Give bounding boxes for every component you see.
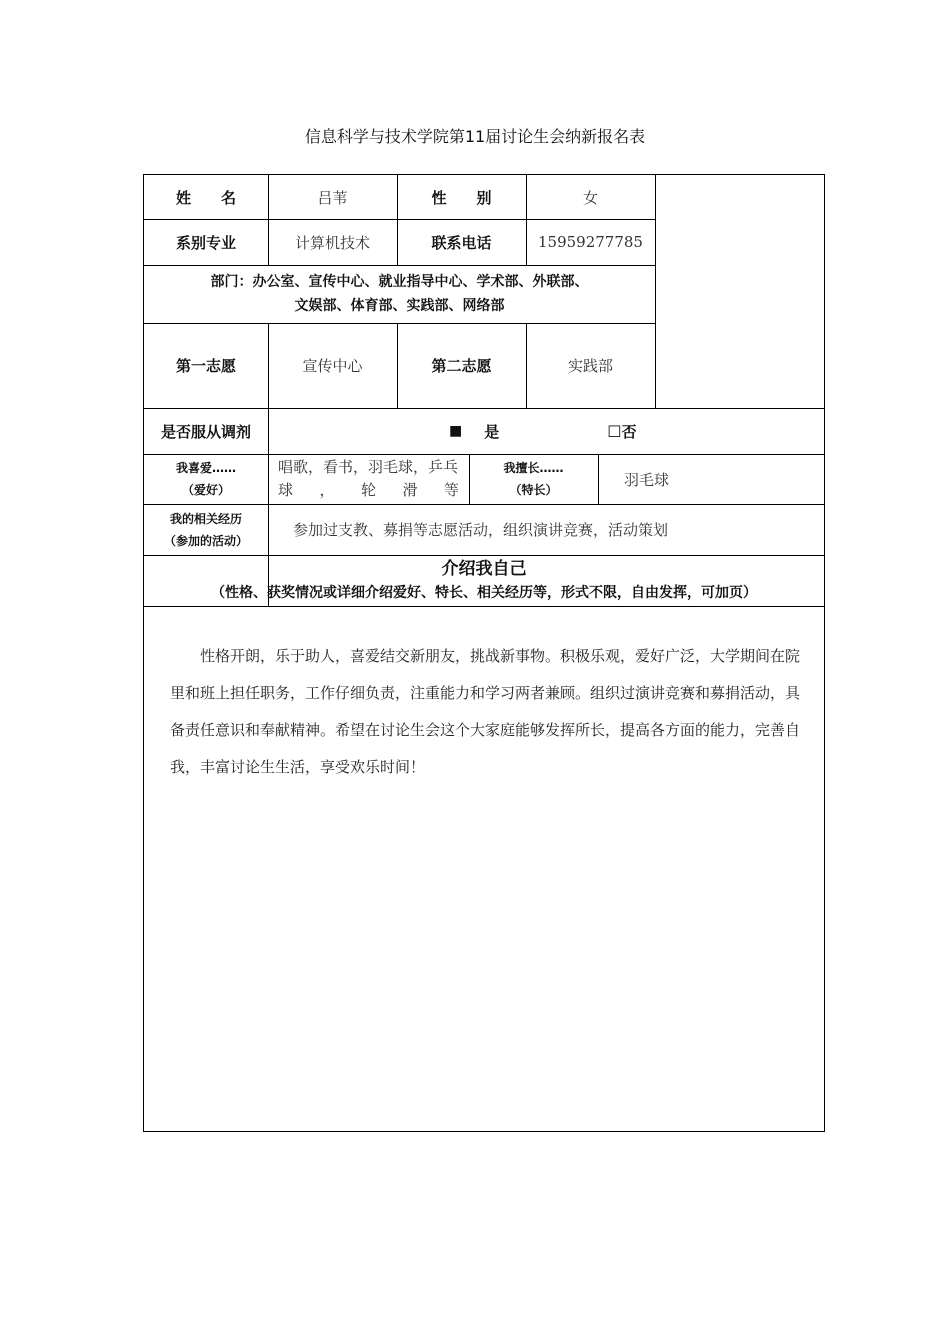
- gender-label: 性 别: [431, 188, 492, 207]
- hobby-value: [268, 454, 469, 504]
- adjust-label: 是否服从调剂: [160, 422, 251, 441]
- phone-label: 联系电话: [431, 233, 492, 252]
- name-label: 姓 名: [175, 188, 236, 207]
- second-choice-value: 实践部: [567, 357, 613, 375]
- skill-label-line2: （特长）: [509, 483, 558, 497]
- name-value: 吕苇: [317, 188, 348, 207]
- hobby-label-line2: （爱好）: [181, 483, 230, 497]
- skill-label: [469, 454, 598, 504]
- experience-label-line2: （参加的活动）: [163, 533, 248, 548]
- experience-label: [144, 504, 268, 555]
- skill-value: 羽毛球: [624, 470, 670, 489]
- hobby-label-line1: 我喜爱……: [175, 461, 236, 475]
- experience-label-line1: 我的相关经历: [169, 511, 242, 526]
- adjust-yes-label: 是: [484, 422, 500, 441]
- intro-subtitle: （性格、获奖情况或详细介绍爱好、特长、相关经历等，形式不限，自由发挥，可加页）: [211, 584, 757, 601]
- adjust-no-label: 否: [621, 422, 637, 441]
- hobby-label: [144, 454, 268, 504]
- adjust-options: [268, 408, 824, 454]
- gender-value: 女: [582, 188, 598, 207]
- intro-heading: [144, 555, 824, 606]
- adjust-no-checkbox[interactable]: ☐: [607, 421, 622, 441]
- registration-form: [143, 174, 825, 1132]
- first-choice-label: 第一志愿: [175, 357, 236, 375]
- departments-line2: 文娱部、体育部、实践部、网络部: [294, 298, 505, 314]
- hobby-value-text: 唱歌，看书，羽毛球，乒乓球，轮滑等: [278, 458, 459, 499]
- second-choice-label: 第二志愿: [431, 357, 492, 375]
- photo-divider: [655, 175, 656, 408]
- departments-list: [144, 265, 655, 323]
- experience-value: 参加过支教、募捐等志愿活动，组织演讲竞赛，活动策划: [293, 521, 669, 539]
- intro-title: 介绍我自己: [441, 558, 527, 579]
- first-choice-value: 宣传中心: [302, 357, 363, 375]
- departments-line1: 部门：办公室、宣传中心、就业指导中心、学术部、外联部、: [210, 274, 589, 290]
- adjust-yes-checkbox[interactable]: ■: [449, 423, 463, 439]
- major-value: 计算机技术: [294, 233, 370, 252]
- document-title: 信息科学与技术学院第11届讨论生会纳新报名表: [304, 127, 646, 146]
- phone-value: 15959277785: [538, 233, 643, 251]
- intro-body-area: [144, 606, 824, 1131]
- skill-label-line1: 我擅长……: [503, 461, 564, 475]
- intro-body-text: 性格开朗，乐于助人，喜爱结交新朋友，挑战新事物。积极乐观，爱好广泛，大学期间在院里和班上担任职务，工作仔细负责，注重能力和学习两者兼顾。组织过演讲竞赛和募捐活动，具备责任意识和奉献精神。希望在讨论生会这个大家庭能够发挥所长，提高各方面的能力，完善自我，丰富讨论生生活，享受欢乐时间！: [170, 647, 801, 776]
- major-label: 系别专业: [175, 233, 236, 252]
